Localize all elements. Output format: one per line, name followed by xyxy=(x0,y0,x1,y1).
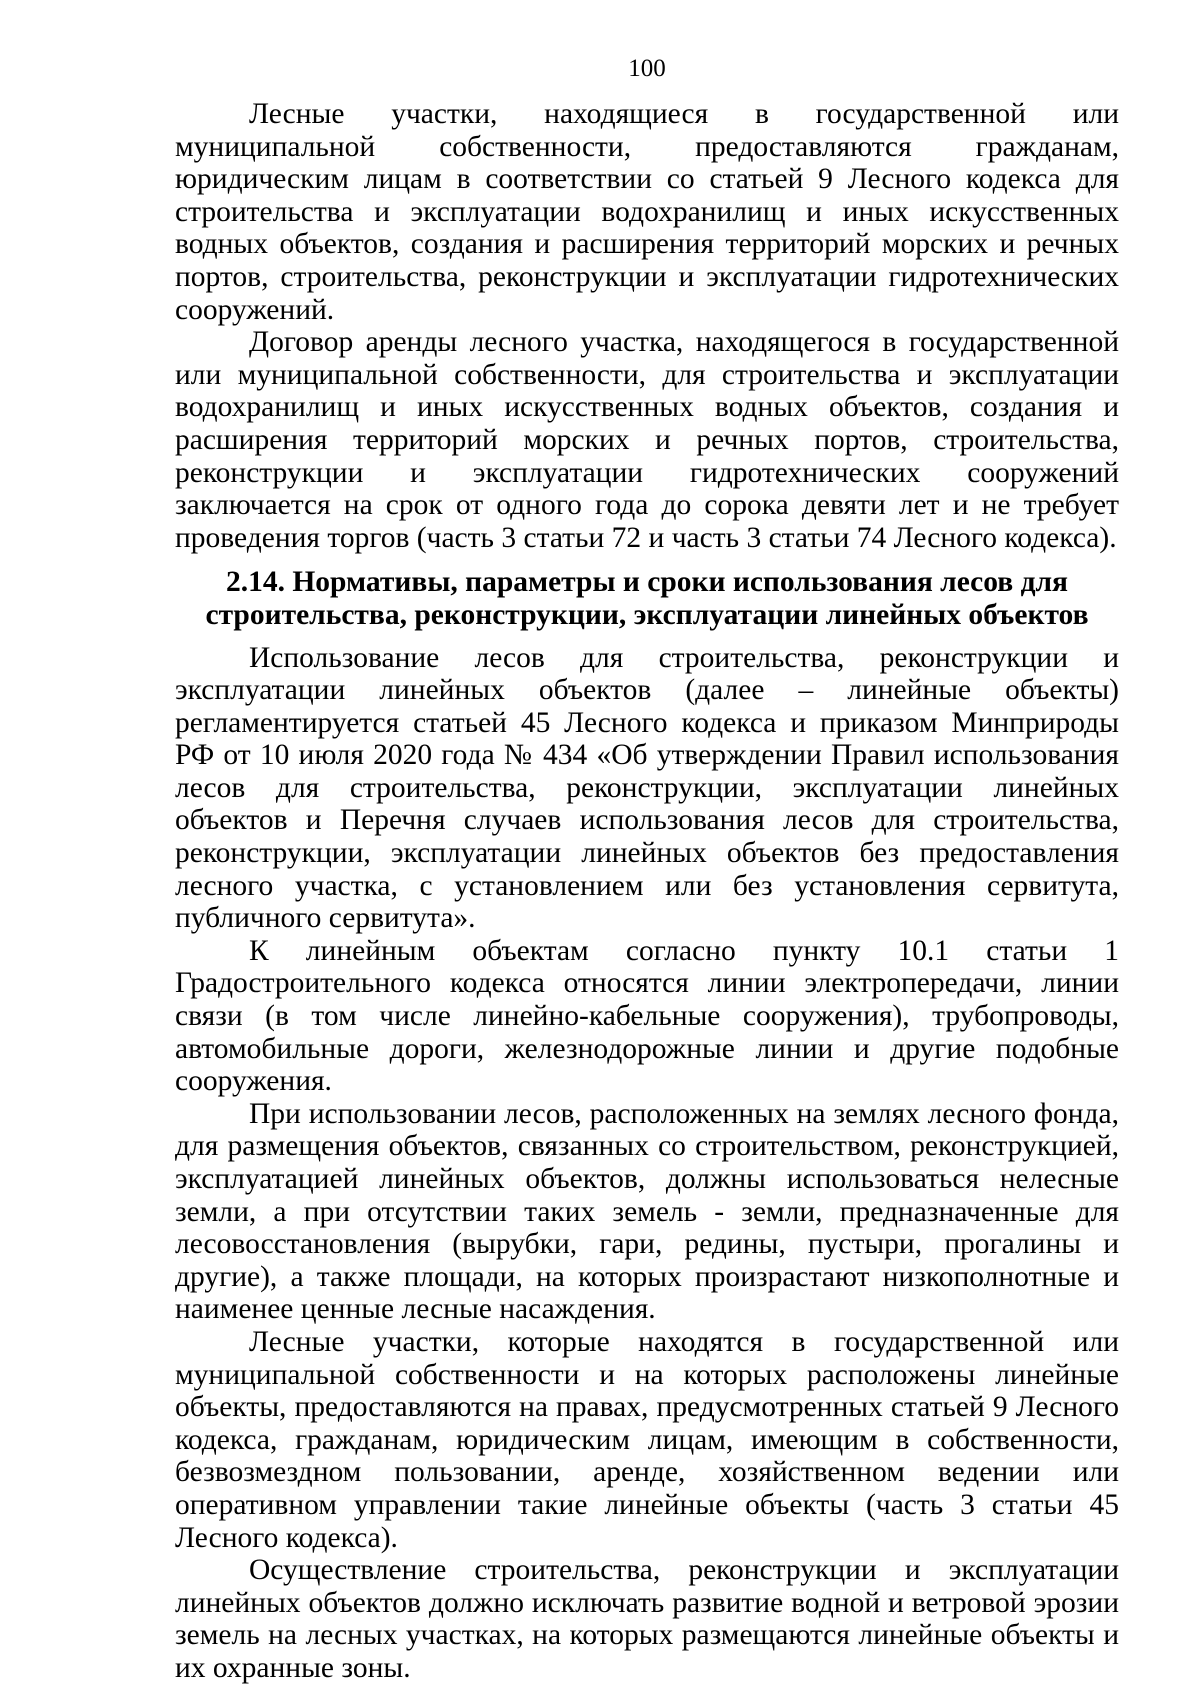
paragraph-linear-objects-definition: К линейным объектам согласно пункту 10.1 статьи 1 Градостроительного кодекса относятся линии электропередачи, линии связи (в том числе линейно-кабельные сооружения), трубопроводы, автомобильные дороги, железнодорожные линии и другие подобные сооружения. xyxy=(175,934,1119,1098)
section-heading-line-2: строительства, реконструкции, эксплуатации линейных объектов xyxy=(205,598,1089,631)
section-heading xyxy=(175,566,1119,631)
paragraph-land-use-requirements: При использовании лесов, расположенных на землях лесного фонда, для размещения объектов, связанных со строительством, реконструкцией, эксплуатацией линейных объектов, должны использоваться нелесные земли, а при отсутствии таких земель - земли, предназначенные для лесовосстановления (вырубки, гари, редины, пустыри, прогалины и другие), а также площади, на которых произрастают низкополнотные и наименее ценные лесные насаждения. xyxy=(175,1097,1119,1326)
paragraph-forest-plots-provision: Лесные участки, находящиеся в государственной или муниципальной собственности, предоставляются гражданам, юридическим лицам в соответствии со статьей 9 Лесного кодекса для строительства и эксплуатации водохранилищ и иных искусственных водных объектов, создания и расширения территорий морских и речных портов, строительства, реконструкции и эксплуатации гидротехнических сооружений. xyxy=(175,98,1119,326)
paragraph-erosion-prevention: Осуществление строительства, реконструкции и эксплуатации линейных объектов должно исключать развитие водной и ветровой эрозии земель на лесных участках, на которых размещаются линейные объекты и их охранные зоны. xyxy=(175,1554,1119,1684)
section-heading-line-1: 2.14. Нормативы, параметры и сроки использования лесов для xyxy=(225,566,1069,599)
page-number: 100 xyxy=(628,55,666,82)
paragraph-linear-objects-regulation: Использование лесов для строительства, реконструкции и эксплуатации линейных объектов (далее – линейные объекты) регламентируется статьей 45 Лесного кодекса и приказом Минприроды РФ от 10 июля 2020 года № 434 «Об утверждении Правил использования лесов для строительства, реконструкции, эксплуатации линейных объектов и Перечня случаев использования лесов для строительства, реконструкции, эксплуатации линейных объектов без предоставления лесного участка, с установлением или без установления сервитута, публичного сервитута». xyxy=(175,641,1119,935)
paragraph-plots-for-linear-objects: Лесные участки, которые находятся в государственной или муниципальной собственности и на которых расположены линейные объекты, предоставляются на правах, предусмотренных статьей 9 Лесного кодекса, гражданам, юридическим лицам, имеющим в собственности, безвозмездном пользовании, аренде, хозяйственном ведении или оперативном управлении такие линейные объекты (часть 3 статьи 45 Лесного кодекса). xyxy=(175,1325,1119,1554)
document-page xyxy=(175,52,1119,1685)
paragraph-lease-agreement: Договор аренды лесного участка, находящегося в государственной или муниципальной собственности, для строительства и эксплуатации водохранилищ и иных искусственных водных объектов, создания и расширения территорий морских и речных портов, строительства, реконструкции и эксплуатации гидротехнических сооружений заключается на срок от одного года до сорока девяти лет и не требует проведения торгов (часть 3 статьи 72 и часть 3 статьи 74 Лесного кодекса). xyxy=(175,326,1119,554)
